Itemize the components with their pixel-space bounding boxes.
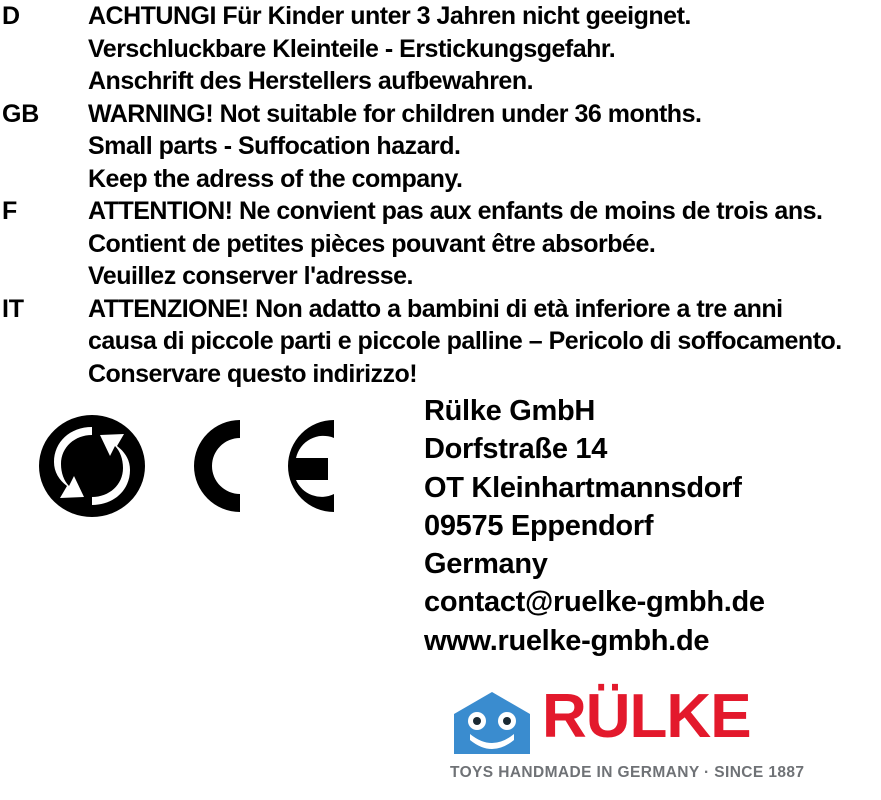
- address-line-street: Dorfstraße 14: [424, 433, 608, 466]
- warning-line: ATTENZIONE! Non adatto a bambini di età inferiore a tre anni: [88, 294, 783, 323]
- warning-text: [88, 293, 881, 391]
- brand-wordmark: RÜLKE: [542, 682, 751, 751]
- marks-and-address-section: [0, 392, 881, 662]
- language-code: IT: [2, 294, 24, 323]
- language-code: GB: [2, 99, 40, 128]
- address-line-city: 09575 Eppendorf: [424, 509, 654, 542]
- safety-warnings-block: [0, 0, 881, 390]
- warning-line: Veuillez conserver l'adresse.: [88, 262, 413, 290]
- address-line-country: Germany: [424, 548, 548, 581]
- address-line-company: Rülke GmbH: [424, 395, 596, 427]
- warning-line: Anschrift des Herstellers aufbewahren.: [88, 67, 534, 95]
- ruelke-house-face-icon: [446, 690, 538, 756]
- gruener-punkt-icon: [38, 414, 146, 518]
- language-code: D: [2, 2, 20, 30]
- warning-line: Contient de petites pièces pouvant être absorbée.: [88, 229, 656, 258]
- address-line-website: www.ruelke-gmbh.de: [424, 624, 710, 657]
- address-line-district: OT Kleinhartmannsdorf: [424, 471, 742, 504]
- warning-line: ACHTUNGI Für Kinder unter 3 Jahren nicht geeignet.: [88, 2, 691, 30]
- address-line-email: contact@ruelke-gmbh.de: [424, 586, 765, 619]
- warning-line: Small parts - Suffocation hazard.: [88, 132, 461, 160]
- warning-row: [0, 195, 881, 293]
- warning-text: [88, 0, 881, 98]
- company-address: [424, 392, 765, 660]
- warning-line: Keep the adress of the company.: [88, 164, 463, 193]
- language-code: F: [2, 197, 18, 225]
- warning-row: [0, 0, 881, 98]
- warning-line: causa di piccole parti e piccole palline – Pericolo di soffocamento.: [88, 327, 842, 355]
- warning-row: [0, 293, 881, 391]
- brand-logo: [446, 682, 866, 790]
- warning-line: Verschluckbare Kleinteile - Erstickungsgefahr.: [88, 34, 616, 63]
- warning-line: Conservare questo indirizzo!: [88, 359, 418, 388]
- ce-mark-icon: [178, 410, 340, 522]
- warning-text: [88, 195, 881, 293]
- brand-tagline: TOYS HANDMADE IN GERMANY · SINCE 1887: [450, 764, 805, 781]
- warning-line: WARNING! Not suitable for children under 36 months.: [88, 99, 702, 128]
- warning-row: [0, 98, 881, 196]
- warning-text: [88, 98, 881, 196]
- warning-line: ATTENTION! Ne convient pas aux enfants de moins de trois ans.: [88, 197, 823, 225]
